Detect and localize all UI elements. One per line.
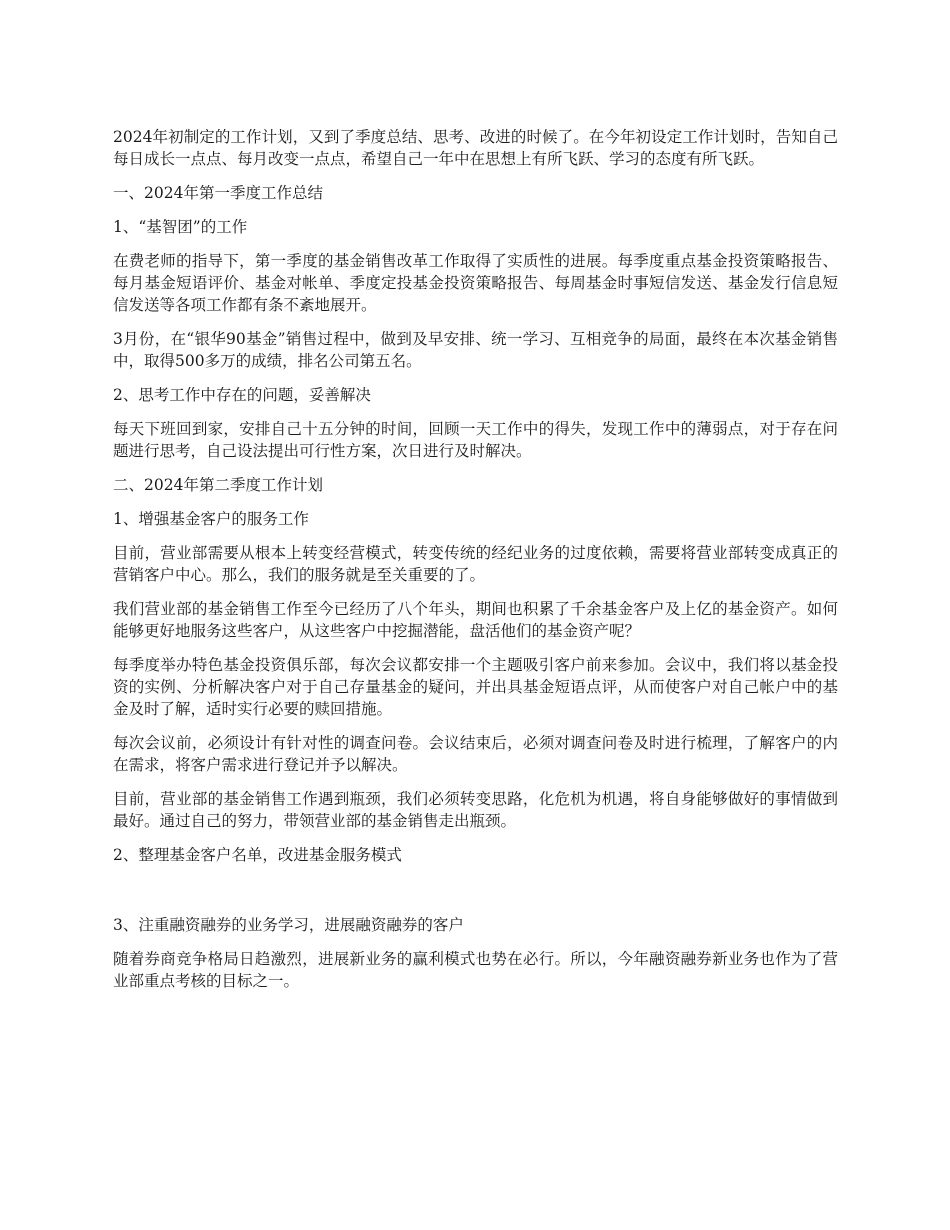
paragraph-fund-history: 我们营业部的基金销售工作至今已经历了八个年头，期间也积累了千余基金客户及上亿的基金资产。如何能够更好地服务这些客户，从这些客户中挖掘潜能，盘活他们的基金资产呢？ — [113, 600, 838, 640]
subheading-margin-trading: 3、注重融资融券的业务学习，进展融资融券的客户 — [113, 916, 464, 934]
subheading-problems: 2、思考工作中存在的问题，妥善解决 — [113, 386, 371, 404]
section-heading-q1-summary: 一、2024年第一季度工作总结 — [113, 184, 323, 202]
paragraph-investment-club: 每季度举办特色基金投资俱乐部，每次会议都安排一个主题吸引客户前来参加。会议中，我们将以基金投资的实例、分析解决客户对于自己存量基金的疑问，并出具基金短语点评，从而使客户对自己帐户中的基金及时了解，适时实行必要的赎回措施。 — [113, 656, 838, 718]
subheading-jizhituan: 1、“基智团”的工作 — [113, 218, 248, 236]
subheading-client-list: 2、整理基金客户名单，改进基金服务模式 — [113, 846, 402, 864]
paragraph-march-sales: 3月份，在“银华90基金”销售过程中，做到及早安排、统一学习、互相竞争的局面，最终在本次基金销售中，取得500多万的成绩，排名公司第五名。 — [113, 330, 838, 370]
paragraph-bottleneck: 目前，营业部的基金销售工作遇到瓶颈，我们必须转变思路，化危机为机遇，将自身能够做好的事情做到最好。通过自己的努力，带领营业部的基金销售走出瓶颈。 — [113, 790, 838, 830]
paragraph-fund-reform: 在费老师的指导下，第一季度的基金销售改革工作取得了实质性的进展。每季度重点基金投资策略报告、每月基金短语评价、基金对帐单、季度定投基金投资策略报告、每周基金时事短信发送、基金发行信息短信发送等各项工作都有条不紊地展开。 — [113, 252, 838, 314]
paragraph-competition: 随着券商竞争格局日趋激烈，进展新业务的赢利模式也势在必行。所以，今年融资融券新业务也作为了营业部重点考核的目标之一。 — [113, 950, 838, 990]
paragraph-business-model: 目前，营业部需要从根本上转变经营模式，转变传统的经纪业务的过度依赖，需要将营业部转变成真正的营销客户中心。那么，我们的服务就是至关重要的了。 — [113, 544, 838, 584]
blank-spacer — [113, 878, 838, 914]
paragraph-survey: 每次会议前，必须设计有针对性的调查问卷。会议结束后，必须对调查问卷及时进行梳理，了解客户的内在需求，将客户需求进行登记并予以解决。 — [113, 734, 838, 774]
subheading-client-service: 1、增强基金客户的服务工作 — [113, 510, 309, 528]
document-body — [113, 126, 838, 1004]
intro-paragraph: 2024年初制定的工作计划，又到了季度总结、思考、改进的时候了。在今年初设定工作计划时，告知自己每日成长一点点、每月改变一点点，希望自己一年中在思想上有所飞跃、学习的态度有所飞跃。 — [113, 128, 838, 168]
section-heading-q2-plan: 二、2024年第二季度工作计划 — [113, 476, 323, 494]
paragraph-daily-review: 每天下班回到家，安排自己十五分钟的时间，回顾一天工作中的得失，发现工作中的薄弱点，对于存在问题进行思考，自己设法提出可行性方案，次日进行及时解决。 — [113, 420, 838, 460]
